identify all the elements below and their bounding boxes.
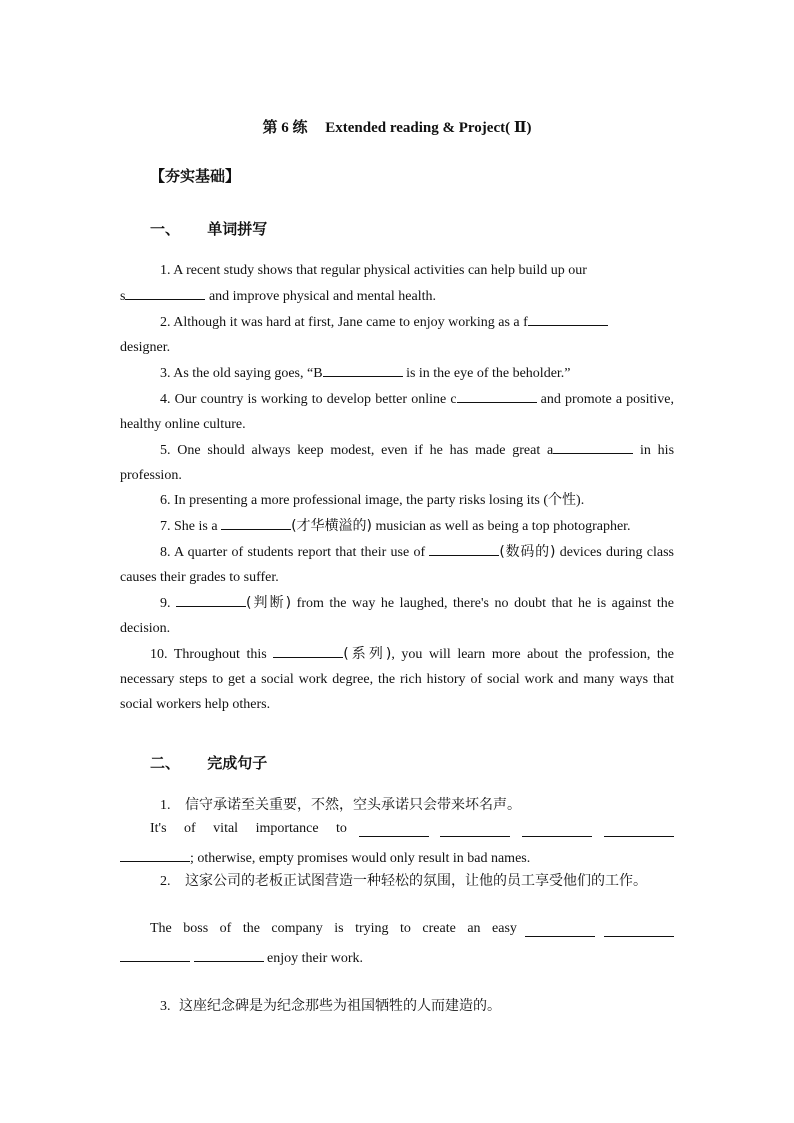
answer-blank[interactable] [120, 845, 190, 862]
answer-blank[interactable] [440, 820, 510, 837]
answer-blank[interactable] [194, 945, 264, 962]
sentence-cn: 1. 信守承诺至关重要，不然，空头承诺只会带来坏名声。 [160, 797, 521, 813]
sentence-en-row: enjoy their work. [120, 945, 674, 967]
section2-heading [150, 752, 267, 773]
answer-blank[interactable] [528, 309, 608, 326]
answer-blank[interactable] [120, 945, 190, 962]
section2-title: 完成句子 [207, 754, 268, 772]
lesson-number: 第 6 练 [262, 120, 308, 136]
list-item: 2. Although it was hard at first, Jane came to enjoy working as a f designer. [120, 309, 674, 360]
list-item: 10. Throughout this (系列), you will learn more about the profession, the necessary steps to get a social work degree, the rich history of social work and many ways that social workers help others. [120, 641, 674, 717]
section1-heading [150, 218, 267, 239]
answer-blank[interactable] [176, 590, 246, 607]
sentence-cn: 2. 这家公司的老板正试图营造一种轻松的氛围，让他的员工享受他们的工作。 [160, 873, 647, 889]
answer-blank[interactable] [323, 360, 403, 377]
sentence-en-row: The boss of the company is trying to create an easy [150, 920, 674, 937]
section1-title: 单词拼写 [207, 220, 268, 238]
answer-blank[interactable] [553, 437, 633, 454]
list-item: 5. One should always keep modest, even if he has made great a in his profession. [120, 437, 674, 488]
answer-blank[interactable] [221, 513, 291, 530]
lesson-topic: Extended reading & Project( Ⅱ) [325, 120, 532, 136]
answer-blank[interactable] [457, 386, 537, 403]
list-item: 9. (判断) from the way he laughed, there's no doubt that he is against the decision. [120, 590, 674, 641]
list-item: 7. She is a (才华横溢的) musician as well as being a top photographer. [120, 513, 674, 539]
section2-number: 二、 [150, 754, 181, 772]
sentence-cn: 3. 这座纪念碑是为纪念那些为祖国牺牲的人而建造的。 [160, 998, 501, 1014]
list-item: 1. A recent study shows that regular physical activities can help build up our s and improve physical and mental health. [120, 263, 587, 304]
word-spelling-list [120, 258, 674, 717]
answer-blank[interactable] [125, 283, 205, 300]
answer-blank[interactable] [429, 539, 499, 556]
list-item: 8. A quarter of students report that their use of (数码的) devices during class causes their grades to suffer. [120, 539, 674, 590]
answer-blank[interactable] [604, 920, 674, 937]
basics-heading: 【夯实基础】 [150, 167, 241, 185]
list-item: 4. Our country is working to develop better online c and promote a positive, healthy online culture. [120, 386, 674, 437]
list-item: 6. In presenting a more professional image, the party risks losing its (个性). [160, 493, 585, 508]
section1-number: 一、 [150, 220, 181, 238]
answer-blank[interactable] [522, 820, 592, 837]
answer-blank[interactable] [359, 820, 429, 837]
answer-blank[interactable] [273, 641, 343, 658]
list-item: 3. As the old saying goes, “B is in the eye of the beholder.” [120, 360, 674, 386]
page-title [0, 116, 794, 137]
sentence-en-row: ; otherwise, empty promises would only result in bad names. [120, 845, 674, 867]
sentence-en-row: It's of vital importance to [150, 820, 674, 837]
answer-blank[interactable] [525, 920, 595, 937]
answer-blank[interactable] [604, 820, 674, 837]
